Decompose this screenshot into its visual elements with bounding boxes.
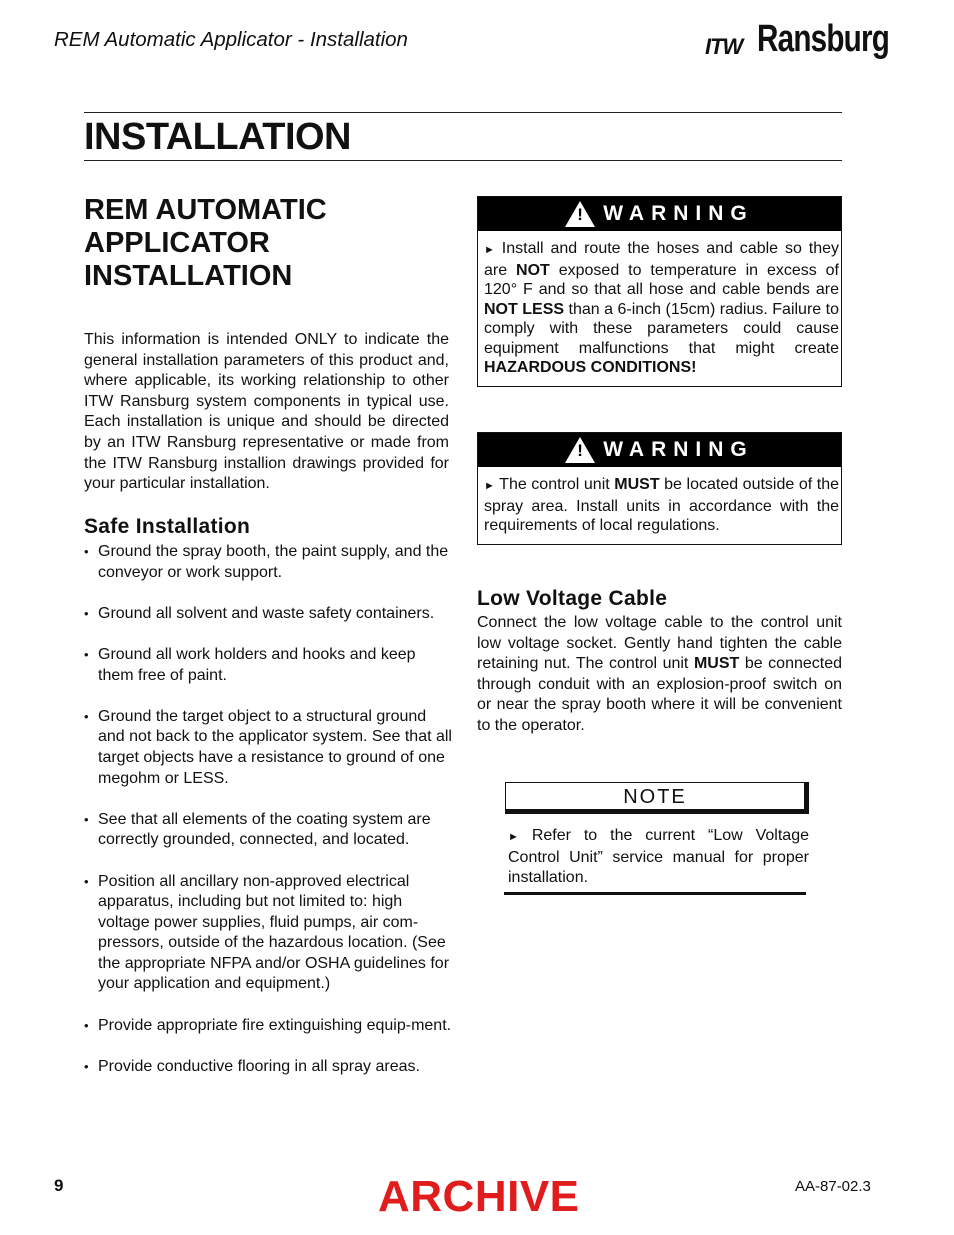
- low-voltage-paragraph: [477, 613, 842, 737]
- arrow-icon: ►: [484, 480, 495, 492]
- page-number: 9: [54, 1176, 64, 1195]
- safe-installation-heading: Safe Installation: [84, 515, 251, 538]
- header-doc-title: REM Automatic Applicator - Installation: [54, 28, 408, 51]
- warning-box-hoses: [477, 196, 842, 387]
- warning-text-part: Install and route the hoses and cable so they are: [484, 240, 839, 279]
- paragraph-emphasis: MUST: [693, 655, 740, 673]
- warning-text-part: exposed to temperature in excess of 120° F and so that all hose and cable bends are: [484, 261, 839, 298]
- page-title: INSTALLATION: [84, 116, 351, 158]
- note-title-box: NOTE: [505, 782, 809, 814]
- list-item: • Provide conductive flooring in all spray areas.: [84, 1057, 452, 1078]
- arrow-icon: ►: [508, 831, 519, 843]
- warning-title: WARNING: [603, 202, 754, 225]
- logo-itw-text: ITW: [705, 34, 743, 59]
- warning-text: [478, 231, 841, 386]
- list-item: • Ground the target object to a structural ground and not back to the applicator system. See that all target objects have a resistance to ground of one megohm or LESS.: [84, 707, 452, 789]
- intro-paragraph: This information is intended ONLY to indicate the general installation parameters of this product and, where applicable, its working relationship to other ITW Ransburg system components in typical use. Each installation is unique and should be directed by an ITW Ransburg representative or made from the ITW Ransburg installion drawings provided for your particular installation.: [84, 331, 449, 493]
- list-item: • Ground the spray booth, the paint supply, and the conveyor or work support.: [84, 542, 452, 583]
- warning-triangle-icon: !: [565, 201, 595, 227]
- note-text-part: Refer to the current “Low Voltage Control Unit” service manual for proper installation.: [508, 827, 809, 887]
- paragraph-text-part: be connected through conduit with an explosion-proof switch on or near the spray booth where it will be convenient to the operator.: [477, 655, 843, 734]
- list-item: • Ground all solvent and waste safety containers.: [84, 604, 452, 625]
- note-bottom-rule: [504, 892, 806, 895]
- warning-text: [478, 467, 841, 544]
- safe-installation-list: [84, 542, 452, 1098]
- warning-header: [478, 433, 841, 467]
- note-text: [508, 826, 809, 889]
- list-item: • Provide appropriate fire extinguishing equip-ment.: [84, 1016, 452, 1037]
- list-item: • Position all ancillary non-approved electrical apparatus, including but not limited to: high voltage power supplies, fluid pumps, air com-pressors, outside of the hazardous location. (See the appropriate NFPA and/or OSHA guidelines for your application and equipment.): [84, 872, 452, 996]
- warning-title: WARNING: [603, 438, 754, 461]
- warning-triangle-icon: !: [565, 437, 595, 463]
- arrow-icon: ►: [484, 244, 495, 256]
- warning-emphasis: NOT: [516, 261, 550, 279]
- warning-text-part: be located outside of the spray area. Install units in accordance with the requirements of local regulations.: [484, 476, 839, 534]
- warning-emphasis: NOT LESS: [484, 300, 565, 318]
- warning-header: [478, 197, 841, 231]
- warning-text-part: The control unit: [494, 476, 615, 493]
- warning-box-control-unit: [477, 432, 842, 545]
- title-rule: [84, 160, 842, 161]
- logo-brand-text: Ransburg: [757, 18, 890, 60]
- list-item: • Ground all work holders and hooks and keep them free of paint.: [84, 645, 452, 686]
- list-item: • See that all elements of the coating system are correctly grounded, connected, and located.: [84, 810, 452, 851]
- warning-emphasis: MUST: [614, 476, 660, 493]
- top-rule: [84, 112, 842, 113]
- paragraph-text-part: Connect the low voltage cable to the control unit low voltage socket. Gently hand tighten the cable retaining nut. The control unit: [477, 614, 842, 673]
- section-title: REM AUTOMATIC APPLICATOR INSTALLATION: [84, 194, 327, 292]
- warning-text-part: than a 6-inch (15cm) radius. Failure to comply with these parameters could cause equipment malfunctions that might create: [484, 300, 839, 357]
- warning-emphasis: HAZARDOUS CONDITIONS!: [484, 359, 697, 376]
- itw-ransburg-logo: [705, 18, 890, 70]
- archive-stamp: ARCHIVE: [378, 1172, 580, 1221]
- low-voltage-heading: Low Voltage Cable: [477, 587, 668, 610]
- document-number: AA-87-02.3: [795, 1178, 871, 1195]
